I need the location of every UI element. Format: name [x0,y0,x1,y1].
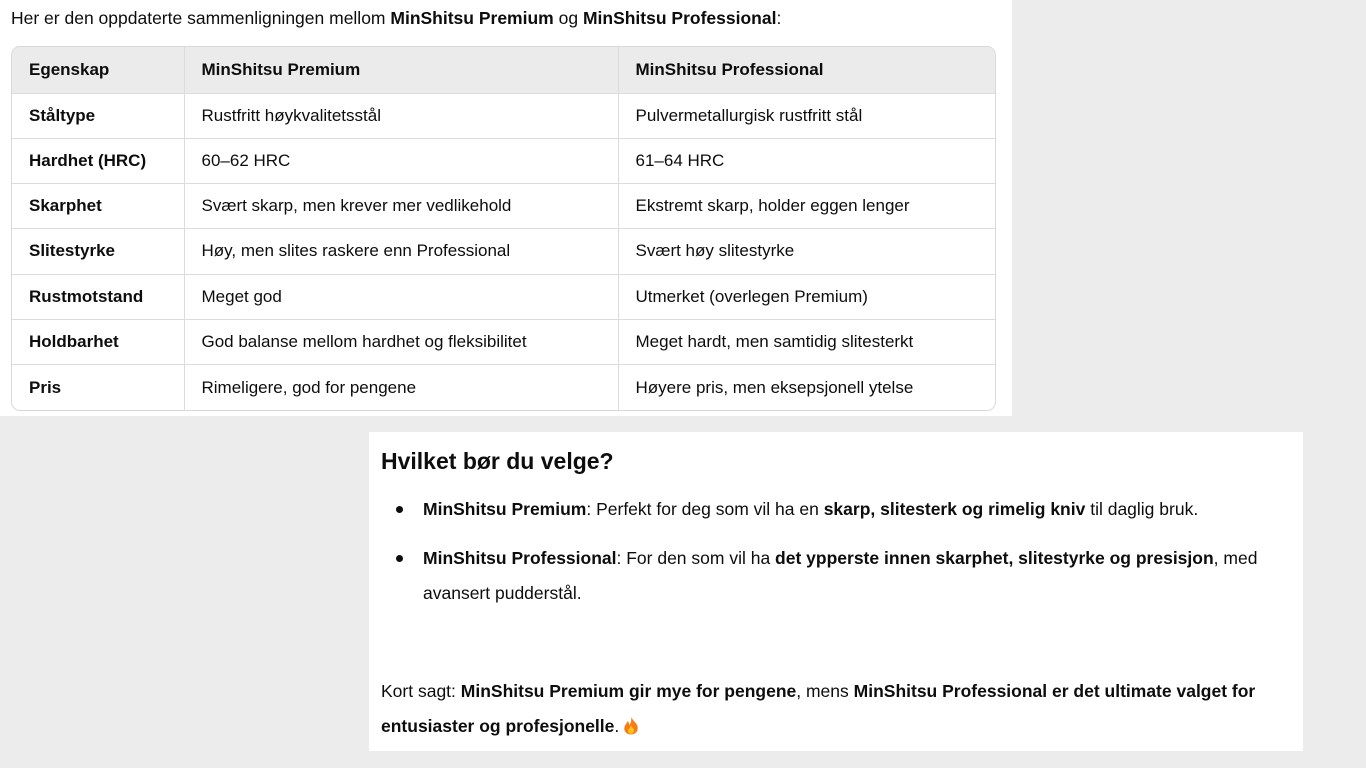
summary-highlight-professional: MinShitsu Professional er det ultimate valget for entusiaster og profesjonelle [381,681,1256,736]
bullet-icon [396,506,403,513]
professional-cell: Ekstremt skarp, holder eggen lenger [618,184,995,229]
row-feature: Rustmotstand [12,274,184,319]
recommendation-list [381,492,1291,611]
item-highlight: det ypperste innen skarphet, slitestyrke og presisjon [775,548,1214,568]
comparison-table [11,46,996,411]
table-row [12,184,995,229]
table-row [12,138,995,183]
list-item [381,541,1291,611]
professional-cell: Svært høy slitestyrke [618,229,995,274]
premium-cell: Høy, men slites raskere enn Professional [184,229,618,274]
row-feature: Hardhet (HRC) [12,138,184,183]
professional-cell: Pulvermetallurgisk rustfritt stål [618,93,995,138]
item-product-name: MinShitsu Premium [423,499,587,519]
table-row [12,365,995,410]
summary-highlight-premium: MinShitsu Premium gir mye for pengene [460,681,797,701]
table-row [12,319,995,364]
professional-cell: Meget hardt, men samtidig slitesterkt [618,319,995,364]
summary-connector: , mens [796,681,854,701]
premium-cell: Rimeligere, god for pengene [184,365,618,410]
premium-cell: God balanse mellom hardhet og fleksibilitet [184,319,618,364]
premium-cell: Rustfritt høykvalitetsstål [184,93,618,138]
list-item [381,492,1291,527]
premium-cell: 60–62 HRC [184,138,618,183]
item-text: , med avansert pudderstål. [423,548,1258,603]
professional-cell: Høyere pris, men eksepsjonell ytelse [618,365,995,410]
premium-cell: Svært skarp, men krever mer vedlikehold [184,184,618,229]
intro-colon: : [776,8,782,28]
professional-cell: Utmerket (overlegen Premium) [618,274,995,319]
table-row [12,274,995,319]
row-feature: Slitestyrke [12,229,184,274]
intro-text-start: Her er den oppdaterte sammenligningen mellom [11,8,391,28]
item-text: : Perfekt for deg som vil ha en [586,499,824,519]
row-feature: Holdbarhet [12,319,184,364]
premium-cell: Meget god [184,274,618,319]
intro-product-professional: MinShitsu Professional [582,8,777,28]
column-header-professional: MinShitsu Professional [618,47,995,93]
intro-text [11,6,781,30]
item-highlight: skarp, slitesterk og rimelig kniv [823,499,1086,519]
table-row [12,229,995,274]
recommendation-heading: Hvilket bør du velge? [381,448,614,474]
intro-product-premium: MinShitsu Premium [390,8,554,28]
summary-lead: Kort sagt: [381,681,461,701]
bullet-icon [396,555,403,562]
table-header-row [12,47,995,93]
recommendation-panel [369,432,1303,751]
intro-connector: og [553,8,583,28]
professional-cell: 61–64 HRC [618,138,995,183]
summary-period: . [614,716,620,736]
table-row [12,93,995,138]
fire-icon [623,712,639,747]
item-text: til daglig bruk. [1085,499,1199,519]
row-feature: Pris [12,365,184,410]
column-header-premium: MinShitsu Premium [184,47,618,93]
row-feature: Ståltype [12,93,184,138]
item-product-name: MinShitsu Professional [423,548,617,568]
comparison-panel [0,0,1012,416]
summary-text [381,674,1296,747]
row-feature: Skarphet [12,184,184,229]
column-header-feature: Egenskap [29,59,110,79]
item-text: : For den som vil ha [616,548,776,568]
